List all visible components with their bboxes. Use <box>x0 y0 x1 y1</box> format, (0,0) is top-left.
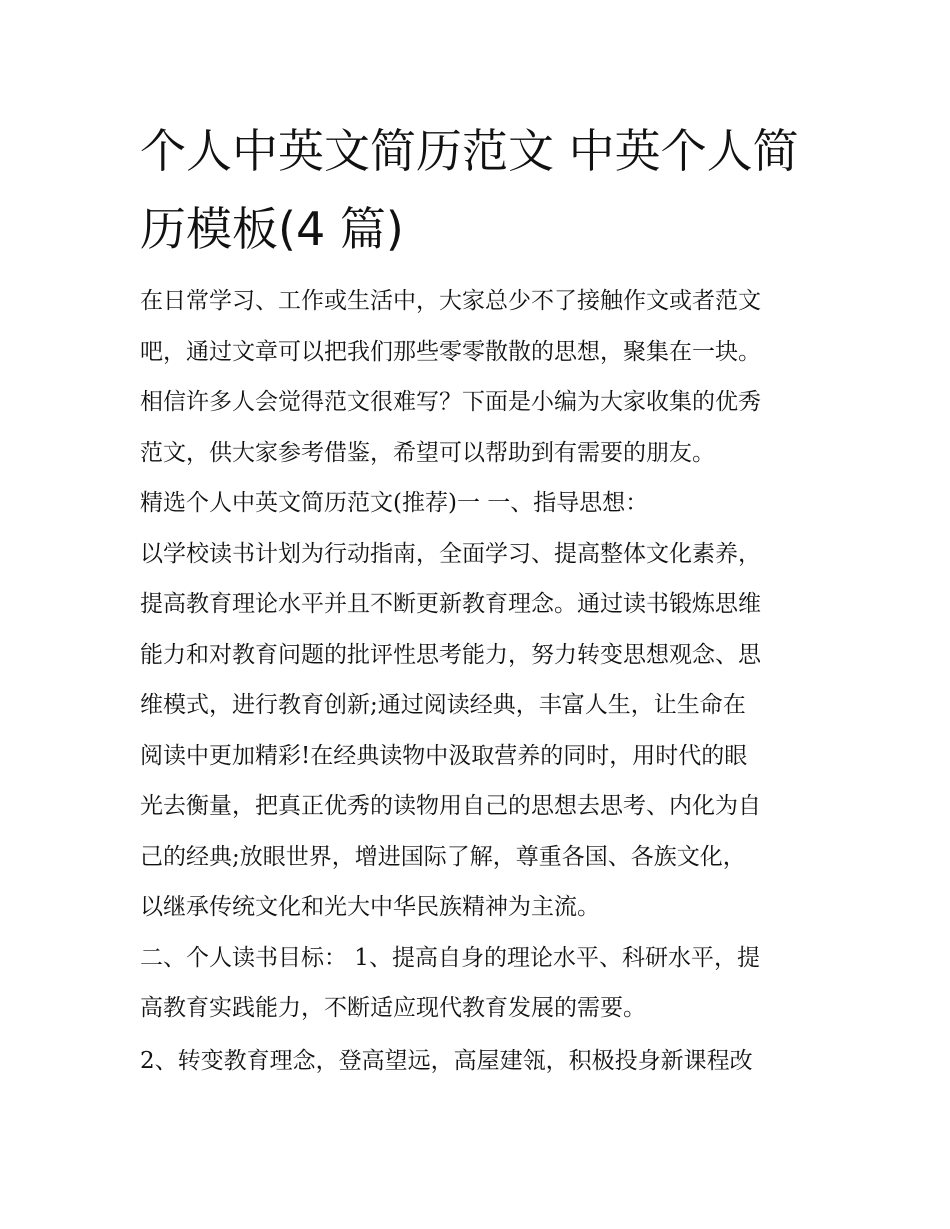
body-line: 精选个人中英文简历范文(推荐)一 一、指导思想： <box>140 490 649 516</box>
body-line: 范文，供大家参考借鉴，希望可以帮助到有需要的朋友。 <box>140 439 715 466</box>
document-title: 个人中英文简历范文 中英个人简历模板(4 篇) <box>140 124 799 256</box>
body-line: 在日常学习、工作或生活中，大家总少不了接触作文或者范文 <box>140 288 761 314</box>
body-line: 维模式，进行教育创新;通过阅读经典，丰富人生，让生命在 <box>140 692 746 718</box>
body-line: 以学校读书计划为行动指南，全面学习、提高整体文化素养， <box>140 540 761 567</box>
body-line: 高教育实践能力，不断适应现代教育发展的需要。 <box>140 995 646 1021</box>
body-line: 吧，通过文章可以把我们那些零零散散的思想，聚集在一块。 <box>140 338 761 365</box>
body-line: 2、转变教育理念，登高望远，高屋建瓴，积极投身新课程改 <box>140 1047 753 1074</box>
body-line: 二、个人读书目标： 1、提高自身的理论水平、科研水平，提 <box>140 944 760 971</box>
body-line: 以继承传统文化和光大中华民族精神为主流。 <box>140 894 600 920</box>
body-line: 阅读中更加精彩!在经典读物中汲取营养的同时，用时代的眼 <box>140 742 748 769</box>
body-line: 相信许多人会觉得范文很难写？下面是小编为大家收集的优秀 <box>140 389 761 415</box>
document-body <box>140 276 820 1086</box>
body-line: 提高教育理论水平并且不断更新教育理念。通过读书锻炼思维 <box>140 591 761 617</box>
body-line: 能力和对教育问题的批评性思考能力，努力转变思想观念、思 <box>140 641 761 668</box>
body-line: 己的经典;放眼世界，增进国际了解，尊重各国、各族文化， <box>140 843 746 870</box>
body-line: 光去衡量，把真正优秀的读物用自己的思想去思考、内化为自 <box>140 793 761 819</box>
